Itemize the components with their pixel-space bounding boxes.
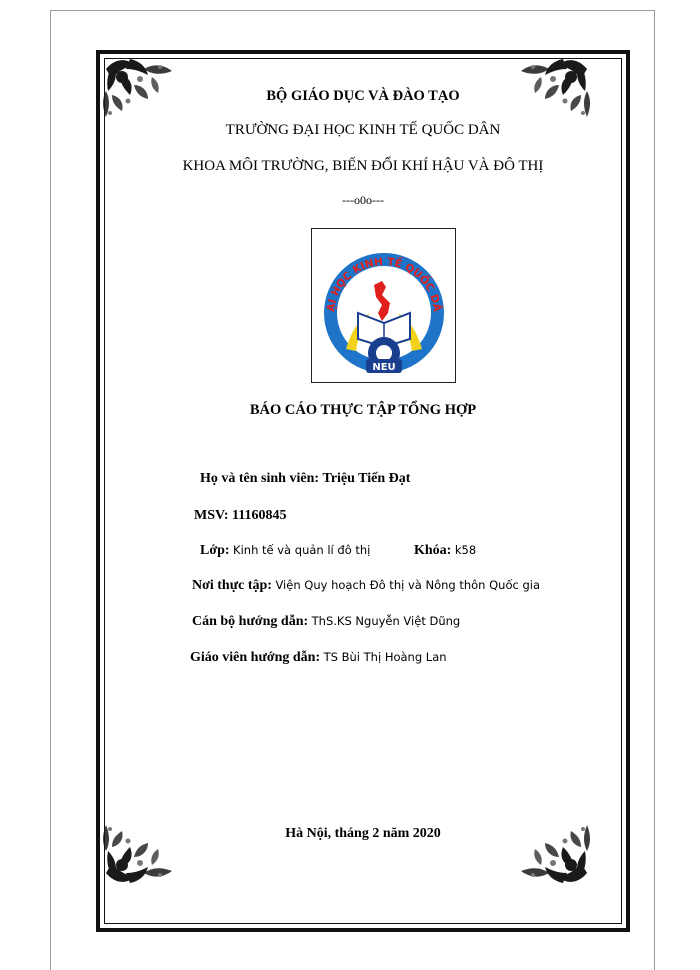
course-row xyxy=(414,543,476,559)
course-value: k58 xyxy=(454,543,477,557)
university-heading: TRƯỜNG ĐẠI HỌC KINH TẾ QUỐC DÂN xyxy=(225,122,501,138)
advisor-row xyxy=(192,614,460,630)
class-label: Lớp: xyxy=(200,543,230,558)
internship-place-row xyxy=(192,578,540,594)
faculty-heading: KHOA MÔI TRƯỜNG, BIẾN ĐỔI KHÍ HẬU VÀ ĐÔ THỊ xyxy=(182,158,544,174)
msv-value: 11160845 xyxy=(232,508,287,523)
advisor-value: ThS.KS Nguyễn Việt Dũng xyxy=(311,614,461,628)
report-title: BÁO CÁO THỰC TẬP TỔNG HỢP xyxy=(249,402,477,418)
ministry-heading: BỘ GIÁO DỤC VÀ ĐÀO TẠO xyxy=(266,88,460,104)
student-name-value: Triệu Tiến Đạt xyxy=(322,471,411,486)
advisor-label: Cán bộ hướng dẫn: xyxy=(192,614,309,629)
separator: ---o0o--- xyxy=(342,193,384,207)
teacher-value: TS Bùi Thị Hoàng Lan xyxy=(323,650,447,664)
university-logo xyxy=(311,228,456,383)
teacher-label: Giáo viên hướng dẫn: xyxy=(190,650,321,665)
neu-emblem xyxy=(312,229,455,382)
internship-place-label: Nơi thực tập: xyxy=(192,578,272,593)
page-border-inner xyxy=(104,58,622,924)
internship-place-value: Viện Quy hoạch Đô thị và Nông thôn Quốc gia xyxy=(275,578,541,592)
class-row xyxy=(200,543,370,559)
class-value: Kinh tế và quản lí đô thị xyxy=(233,543,371,557)
student-name-label: Họ và tên sinh viên: xyxy=(200,471,320,486)
student-name-row xyxy=(200,471,410,487)
place-date: Hà Nội, tháng 2 năm 2020 xyxy=(285,826,441,841)
logo-badge-text: NEU xyxy=(372,362,396,373)
msv-row xyxy=(194,508,286,524)
teacher-row xyxy=(190,650,447,666)
msv-label: MSV: xyxy=(194,508,229,523)
course-label: Khóa: xyxy=(414,543,452,558)
logo-arc-text: ẠI HỌC KINH TẾ QUỐC DÂ xyxy=(325,255,443,313)
